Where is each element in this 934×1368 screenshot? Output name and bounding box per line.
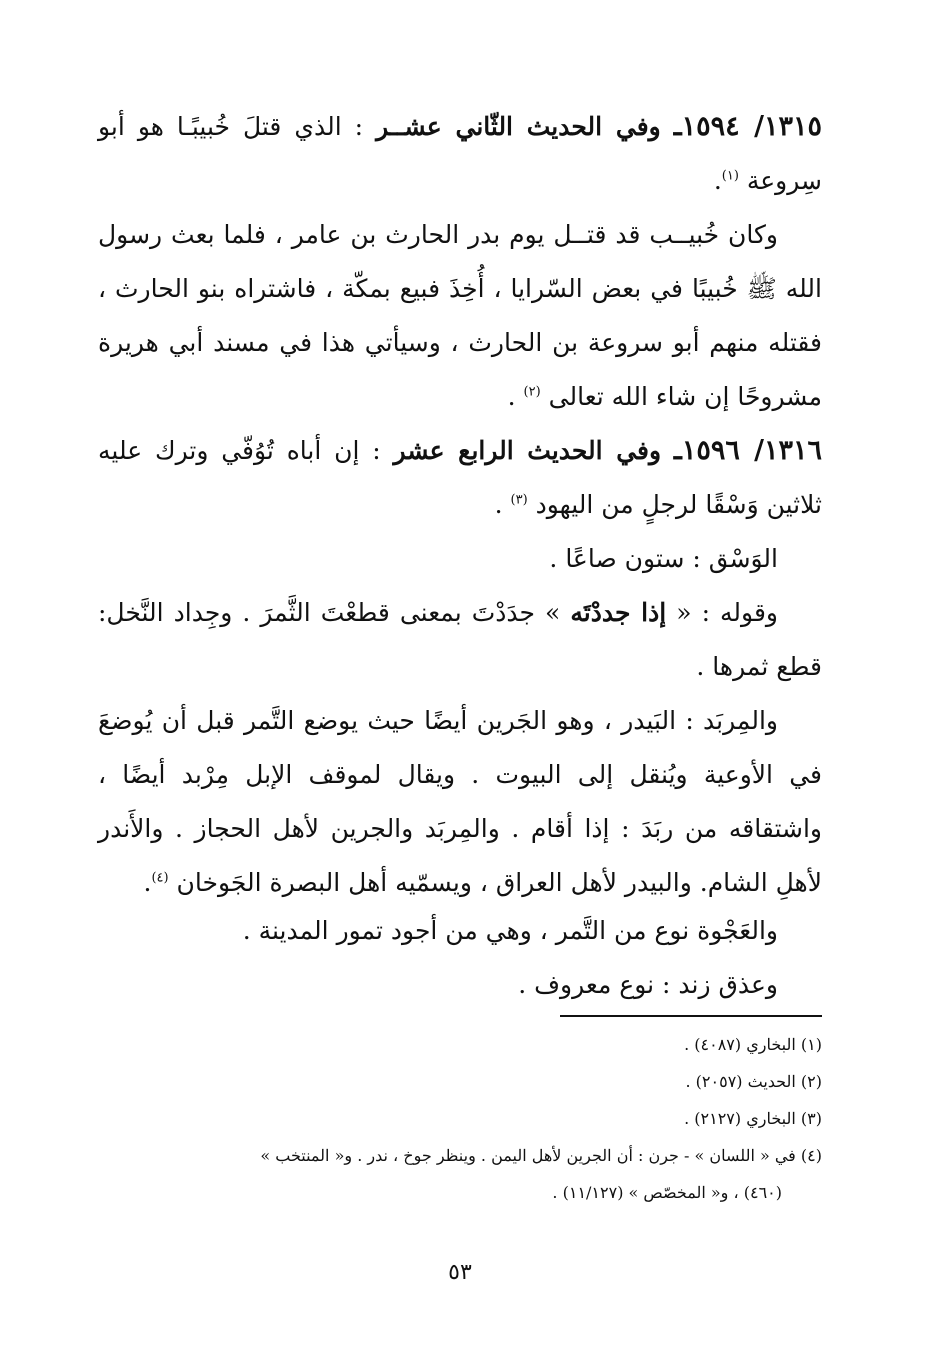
footnote-3: (٣) البخاري (٢١٢٧) . bbox=[684, 1109, 822, 1128]
footnote-ref[interactable]: (١) bbox=[721, 168, 739, 184]
page-body bbox=[98, 100, 822, 1340]
footnote-ref[interactable]: (٢) bbox=[523, 384, 541, 400]
footnotes bbox=[98, 1026, 822, 1211]
paragraph-ajwa: والعَجْوة نوع من التَّمر ، وهي من أجود تمور المدينة . bbox=[242, 916, 778, 945]
paragraph-text: وكان خُبيــب قد قتــل يوم بدر الحارث بن عامر ، فلما بعث رسول الله ﷺ خُبيبًا في بعض السّرايا ، أُخِذَ فبيع بمكّة ، فاشتراه بنو الحارث ، فقتله منهم أبو سروعة بن الحارث ، وسيأتي هذا في مسند أبي هريرة مشروحًا إن شاء الله تعالى bbox=[98, 220, 822, 411]
entry-end: . bbox=[494, 490, 511, 519]
paragraph-mirbad bbox=[98, 694, 822, 910]
paragraph-jadad bbox=[98, 586, 822, 694]
highlighted-term: إذا جددْتَه bbox=[570, 598, 667, 627]
footnote-divider bbox=[560, 1015, 822, 1017]
paragraph-end: . bbox=[507, 382, 524, 411]
footnote-ref[interactable]: (٤) bbox=[151, 870, 169, 886]
paragraph-wasq: الوَسْق : ستون صاعًا . bbox=[549, 544, 778, 573]
footnote-4: (٤) في « اللسان » - جرن : أن الجرين لأهل اليمن . وينظر جوخ ، ندر . و« المنتخب » bbox=[260, 1146, 822, 1165]
paragraph-adhq: وعذق زند : نوع معروف . bbox=[518, 970, 778, 999]
entry-number: ١٣١٥/ ١٥٩٤ـ bbox=[673, 111, 823, 142]
page-number: ٥٣ bbox=[448, 1260, 472, 1285]
entry-end: . bbox=[713, 166, 722, 195]
footnote-1: (١) البخاري (٤٠٨٧) . bbox=[684, 1035, 822, 1054]
paragraph-text: وقوله : « bbox=[666, 598, 778, 627]
footnote-ref[interactable]: (٣) bbox=[510, 492, 528, 508]
entry-1315 bbox=[98, 100, 822, 208]
entry-text: : إن أباه تُوُفّي وترك عليه ثلاثين وَسْقًا لرجلٍ من اليهود bbox=[98, 436, 822, 519]
paragraph-end: . bbox=[143, 868, 152, 897]
paragraph-text: والمِربَد : البَيدر ، وهو الجَرين أيضًا حيث يوضع التَّمر قبل أن يُوضعَ في الأوعية ويُنقل إلى البيوت . ويقال لموقف الإبل مِرْبد أيضًا ، واشتقاقه من ربَدَ : إذا أقام . والمِربَد والجرين لأهل الحجاز . والأَندر لأهلِ الشام. والبيدر لأهل العراق ، ويسمّيه أهل البصرة الجَوخان bbox=[98, 706, 822, 897]
paragraph-khubayb bbox=[98, 208, 822, 424]
entry-text: : الذي قتلَ خُبيبًـا هو أبو سِروعة bbox=[98, 112, 822, 195]
footnote-4-continued: (٤٦٠) ، و« المخصّص » (١١/١٢٧) . bbox=[552, 1183, 782, 1202]
entry-1316 bbox=[98, 424, 822, 532]
entry-heading: وفي الحديث الثّاني عشــر bbox=[376, 112, 661, 141]
entry-heading: وفي الحديث الرابع عشر bbox=[393, 436, 662, 465]
paragraph-text: » جدَدْتَ بمعنى قطعْتَ الثَّمرَ . وجِداد النَّخل: قطع ثمرها . bbox=[98, 598, 822, 681]
entry-number: ١٣١٦/ ١٥٩٦ـ bbox=[673, 435, 822, 466]
footnote-2: (٢) الحديث (٢٠٥٧) . bbox=[685, 1072, 822, 1091]
